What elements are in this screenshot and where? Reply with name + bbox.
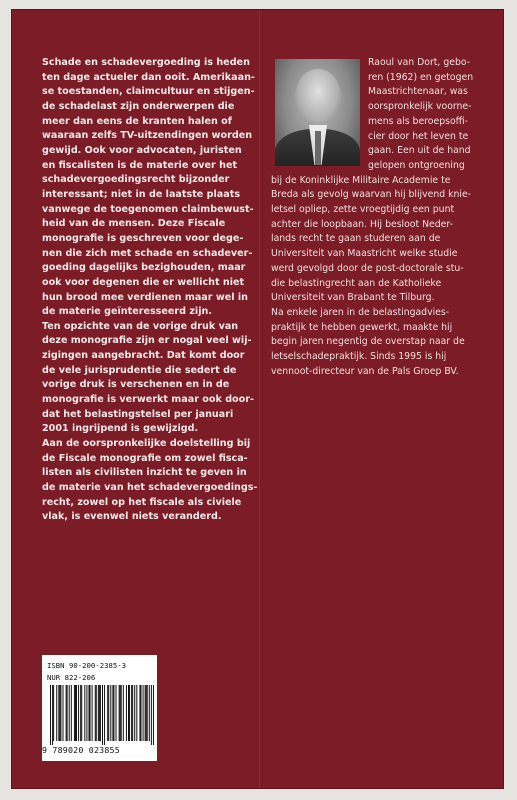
barcode-bar — [92, 685, 93, 741]
barcode-bar — [52, 685, 53, 745]
blurb-line: hun brood mee verdienen maar wel in — [42, 291, 248, 303]
blurb-line: goeding dagelijks bezighouden, maar — [42, 262, 246, 274]
barcode-bar — [131, 685, 132, 741]
blurb-line: zigingen aangebracht. Dat komt door — [42, 350, 245, 362]
blurb-line: se toestanden, claimcultuur en stijgen- — [42, 86, 255, 98]
bio-line: cier door het leven te — [368, 130, 469, 142]
barcode-bar — [113, 685, 114, 741]
bio-line: mens als beroepsoffi- — [368, 115, 468, 127]
barcode-bar — [108, 685, 109, 741]
barcode-bar — [66, 685, 67, 741]
blurb-line: vlak, is evenwel niets veranderd. — [42, 511, 222, 523]
blurb-line: de schadelast zijn onderwerpen die — [42, 100, 235, 112]
barcode-bar — [80, 685, 81, 741]
barcode-bar — [128, 685, 129, 741]
barcode-bar — [62, 685, 63, 741]
blurb-line: de materie van het schadevergoedings- — [42, 482, 258, 494]
barcode-bar — [139, 685, 140, 741]
nur-label: NUR 822-206 — [47, 673, 96, 682]
bio-line: die belastingrecht aan de Katholieke — [271, 277, 442, 289]
blurb-line: de materie geïnteresseerd zijn. — [42, 306, 212, 318]
bio-line: bij de Koninklijke Militaire Academie te — [271, 174, 451, 186]
barcode-bar — [129, 685, 130, 741]
barcode-bar — [95, 685, 96, 741]
blurb-line: ten dage actueler dan ooit. Amerikaan- — [42, 71, 255, 83]
bio-line: Breda als gevolg waarvan hij blijvend knie- — [271, 189, 472, 201]
blurb-line: recht, zowel op het fiscale als civiele — [42, 496, 242, 508]
barcode-bar — [71, 685, 72, 741]
barcode-bar — [69, 685, 70, 741]
barcode-bar — [145, 685, 146, 741]
bio-line: gelopen ontgroening — [368, 159, 465, 171]
barcode-bar — [143, 685, 144, 741]
blurb-line: listen als civilisten inzicht te geven in — [42, 467, 247, 479]
barcode-digits: 9 789020 023855 — [42, 745, 120, 755]
blurb-line: nen die zich met schade en schadever- — [42, 247, 253, 259]
bio-line: Universiteit van Maastricht welke studie — [271, 248, 458, 260]
blurb-line: monografie is verwerkt maar ook door- — [42, 394, 254, 406]
bio-line: werd gevolgd door de post-doctorale stu- — [271, 262, 464, 274]
barcode-bar — [100, 685, 101, 741]
blurb-paragraph — [42, 320, 252, 437]
barcode-panel — [42, 655, 157, 761]
blurb-line: interessant; niet in de laatste plaats — [42, 188, 241, 200]
blurb-line: heid van de mensen. Deze Fiscale — [42, 218, 226, 230]
barcode-bar — [149, 685, 150, 741]
barcode-bar — [86, 685, 87, 741]
barcode-bar — [119, 685, 120, 741]
blurb-line: deze monografie zijn er nogal veel wij- — [42, 335, 252, 347]
blurb-line: Schade en schadevergoeding is heden — [42, 57, 250, 68]
blurb-column — [42, 56, 258, 525]
barcode-bar — [116, 685, 117, 741]
barcode-bar — [50, 685, 51, 745]
blurb-paragraph — [42, 437, 258, 525]
barcode-bar — [67, 685, 68, 741]
bio-line: praktijk te hebben gewerkt, maakte hij — [271, 321, 453, 333]
barcode-bar — [84, 685, 85, 741]
barcode-bar — [90, 685, 91, 741]
barcode-bar — [121, 685, 122, 741]
blurb-line: gewijd. Ook voor advocaten, juristen — [42, 144, 242, 156]
back-cover — [12, 10, 503, 788]
barcode-bar — [74, 685, 75, 741]
barcode-bar — [96, 685, 97, 741]
column-divider — [259, 10, 260, 788]
bio-line: lands recht te gaan studeren aan de — [271, 233, 441, 245]
barcode-bar — [53, 685, 54, 741]
barcode-bar — [56, 685, 57, 741]
barcode-bar — [132, 685, 133, 741]
bio-line: Maastrichtenaar, was — [368, 86, 468, 98]
barcode-bar — [136, 685, 137, 741]
blurb-line: dat het belastingstelsel per januari — [42, 408, 234, 420]
barcode-bar — [153, 685, 154, 745]
blurb-line: meer dan eens de kranten halen of — [42, 115, 232, 127]
barcode-bar — [151, 685, 152, 745]
barcode-bar — [99, 685, 100, 741]
author-bio-column — [271, 56, 493, 379]
barcode-bar — [60, 685, 61, 741]
barcode-bar — [78, 685, 79, 741]
bio-full-width — [271, 174, 493, 380]
barcode-bar — [110, 685, 111, 741]
bio-line: gaan. Een uit de hand — [368, 145, 471, 157]
blurb-line: monografie is geschreven voor dege- — [42, 232, 244, 244]
barcode-bar — [147, 685, 148, 741]
bio-line: begin jaren negentig de overstap naar de — [271, 336, 465, 348]
bio-line: achter die loopbaan. Hij besloot Neder- — [271, 218, 453, 230]
barcode-bar — [88, 685, 89, 741]
barcode-bar — [58, 685, 59, 741]
bio-line: ren (1962) en getogen — [368, 71, 474, 83]
blurb-line: vorige druk is verschenen en in de — [42, 379, 230, 391]
blurb-line: Aan de oorspronkelijke doelstelling bij — [42, 438, 251, 450]
blurb-line: ook voor degenen die er wellicht niet — [42, 276, 245, 288]
blurb-line: en fiscalisten is de materie over het — [42, 159, 238, 171]
barcode-bar — [126, 685, 127, 741]
bio-line: oorspronkelijk voorne- — [368, 101, 472, 113]
blurb-line: Ten opzichte van de vorige druk van — [42, 320, 239, 332]
bio-line: Universiteit van Brabant te Tilburg. — [271, 292, 435, 304]
bio-line: Raoul van Dort, gebo- — [368, 57, 471, 68]
barcode-bar — [123, 685, 124, 741]
barcode-bar — [81, 685, 82, 741]
barcode-bars — [50, 685, 154, 745]
barcode-bar — [140, 685, 141, 741]
blurb-line: de vele jurisprudentie die sedert de — [42, 364, 237, 376]
barcode-bar — [104, 685, 105, 745]
blurb-line: de Fiscale monografie om zowel fisca- — [42, 452, 248, 464]
blurb-line: 2001 ingrijpend is gewijzigd. — [42, 423, 199, 435]
barcode-bar — [146, 685, 147, 741]
barcode-bar — [76, 685, 77, 741]
bio-line: Na enkele jaren in de belastingadvies- — [271, 306, 450, 318]
barcode-bar — [98, 685, 99, 741]
isbn-label: ISBN 90-200-2385-3 — [47, 661, 127, 670]
barcode-bar — [102, 685, 103, 745]
barcode-bar — [107, 685, 108, 741]
barcode-bar — [120, 685, 121, 741]
bio-beside-photo — [368, 56, 493, 174]
bio-line: vennoot-directeur van de Pals Groep BV. — [271, 365, 459, 377]
barcode-bar — [75, 685, 76, 741]
bio-line: letselschadepraktijk. Sinds 1995 is hij — [271, 351, 447, 363]
bio-line: letsel opliep, zette vroegtijdig een punt — [271, 204, 455, 216]
barcode-bar — [134, 685, 135, 741]
blurb-line: vanwege de toegenomen claimbewust- — [42, 203, 254, 215]
blurb-line: schadevergoedingsrecht bijzonder — [42, 174, 230, 186]
barcode-bar — [112, 685, 113, 741]
blurb-paragraph — [42, 56, 255, 320]
blurb-line: waaraan zelfs TV-uitzendingen worden — [42, 130, 253, 142]
barcode-bar — [59, 685, 60, 741]
